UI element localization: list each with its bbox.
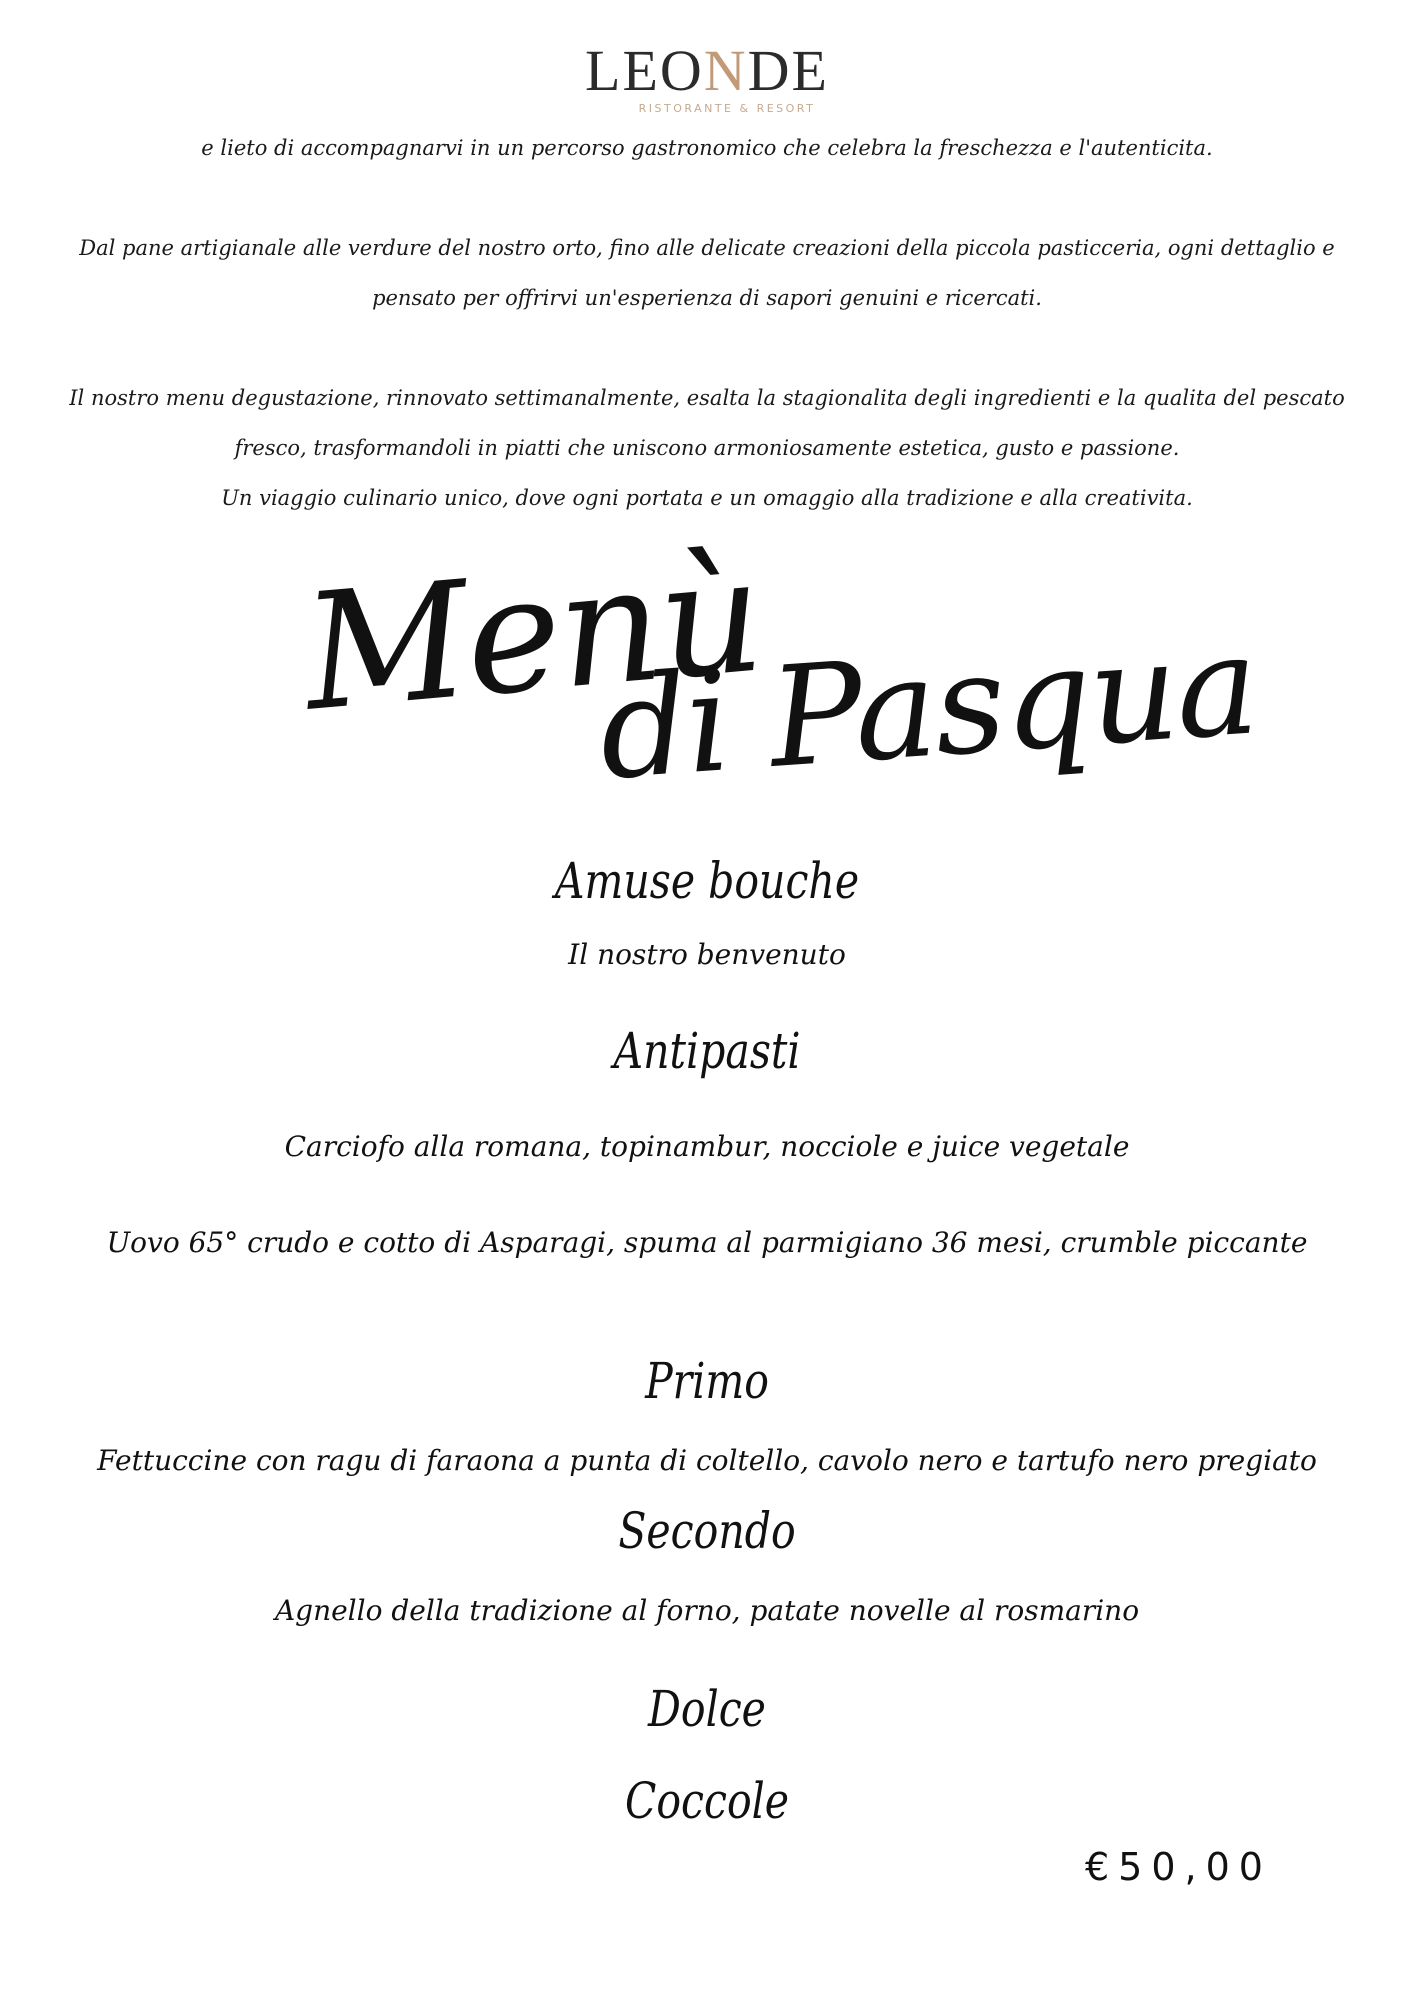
menu-title-menu: Menù bbox=[296, 520, 769, 747]
intro-line-2: Dal pane artigianale alle verdure del nostro orto, fino alle delicate creazioni della piccola pasticceria, ogni dettaglio e bbox=[79, 236, 1335, 260]
section-heading-primo: Primo bbox=[645, 1352, 769, 1410]
dish-primo: Fettuccine con ragu di faraona a punta di coltello, cavolo nero e tartufo nero pregiato bbox=[97, 1444, 1317, 1477]
menu-title-di-pasqua: di Pasqua bbox=[594, 604, 1262, 811]
dish-amuse-bouche: Il nostro benvenuto bbox=[568, 938, 846, 971]
section-heading-amuse-bouche: Amuse bouche bbox=[554, 852, 860, 910]
menu-price: €50,00 bbox=[1085, 1845, 1272, 1889]
section-heading-dolce: Dolce bbox=[648, 1680, 766, 1738]
intro-line-3: pensato per offrirvi un'esperienza di sapori genuini e ricercati. bbox=[372, 286, 1042, 310]
logo-wordmark: LEONDE bbox=[585, 38, 829, 103]
dish-secondo: Agnello della tradizione al forno, patate novelle al rosmarino bbox=[274, 1594, 1140, 1627]
intro-line-6: Un viaggio culinario unico, dove ogni portata e un omaggio alla tradizione e alla creativita. bbox=[221, 486, 1193, 510]
restaurant-logo bbox=[0, 38, 1414, 115]
dish-antipasto-1: Carciofo alla romana, topinambur, nocciole e juice vegetale bbox=[284, 1130, 1130, 1163]
section-heading-antipasti: Antipasti bbox=[613, 1022, 801, 1080]
section-heading-secondo: Secondo bbox=[618, 1502, 796, 1560]
intro-line-5: fresco, trasformandoli in piatti che uniscono armoniosamente estetica, gusto e passione. bbox=[234, 436, 1180, 460]
intro-line-1: e lieto di accompagnarvi in un percorso gastronomico che celebra la freschezza e l'autenticita. bbox=[201, 136, 1213, 160]
logo-subtitle: RISTORANTE & RESORT bbox=[638, 102, 816, 115]
section-heading-coccole: Coccole bbox=[624, 1772, 790, 1830]
intro-line-4: Il nostro menu degustazione, rinnovato settimanalmente, esalta la stagionalita degli ingredienti e la qualita del pescato bbox=[69, 386, 1345, 410]
dish-antipasto-2: Uovo 65° crudo e cotto di Asparagi, spuma al parmigiano 36 mesi, crumble piccante bbox=[106, 1226, 1308, 1259]
